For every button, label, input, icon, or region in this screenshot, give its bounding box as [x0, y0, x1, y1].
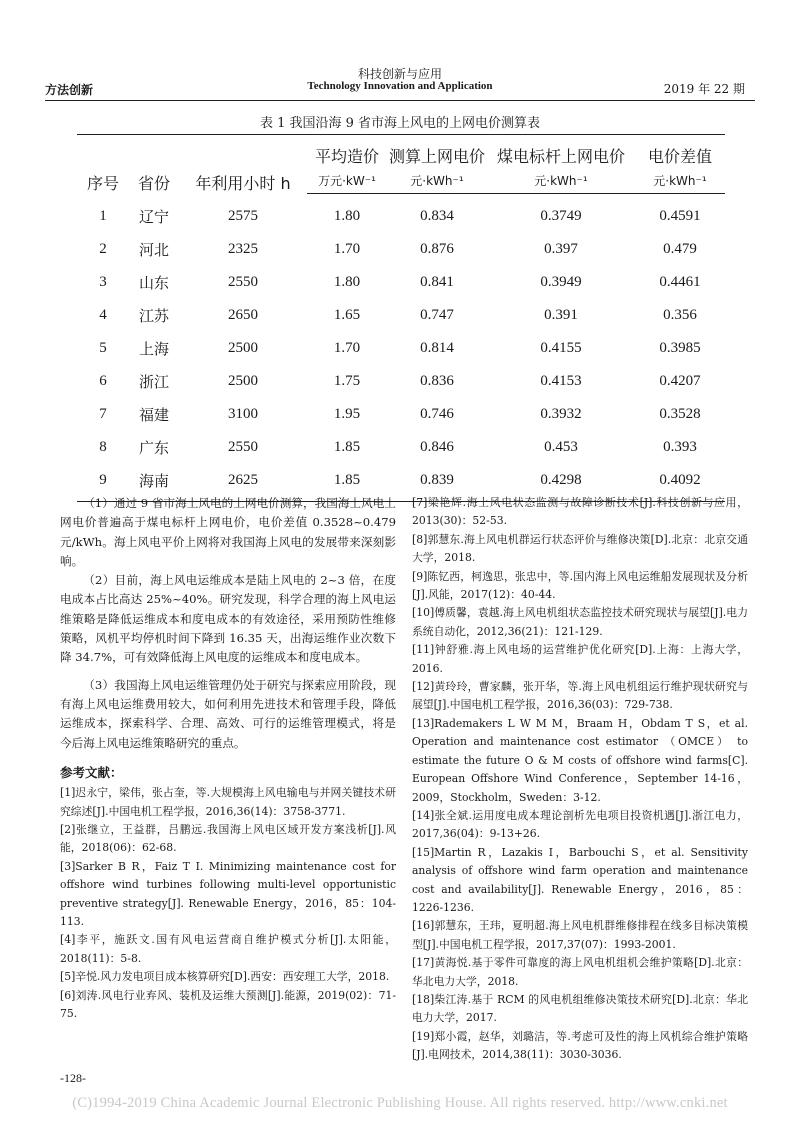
conclusion-2: （2）目前，海上风电运维成本是陆上风电的 2~3 倍，在度电成本占比高达 25%~40%。研究发现，科学合理的海上风电运维策略是降低运维成本和度电成本的有效途径，采用预防性维修策略，风机平均停机时间下降到 16.35 天，出海运维作业次数下降 34.7%，可有效降低海上风电度的运维成本和度电成本。 [60, 573, 396, 665]
table-cell: 1.85 [333, 439, 361, 455]
table-cell: 0.391 [544, 307, 578, 323]
table-cell: 4 [99, 307, 107, 323]
left-column [60, 494, 396, 1023]
table-cell: 0.846 [420, 439, 454, 455]
journal-title-en: Technology Innovation and Application [307, 80, 493, 92]
table-cell: 0.4461 [659, 274, 701, 290]
references-heading: 参考文献： [60, 764, 123, 780]
table-cell: 海南 [129, 464, 179, 502]
reference-item: [19]郑小霞，赵华，刘璐洁，等.考虑可及性的海上风机综合维护策略[J].电网技术，2014,38(11)：3030-3036. [412, 1029, 748, 1062]
table-cell: 1.70 [333, 340, 361, 356]
table-cell: 山东 [138, 274, 169, 292]
col-header-index: 序号 [86, 173, 119, 193]
table-cell: 0.3949 [540, 274, 582, 290]
table-cell: 3 [99, 274, 107, 290]
table-cell: 1.85 [307, 464, 387, 502]
table-cell: 0.3985 [659, 340, 701, 356]
unit-price-diff: 元·kWh⁻¹ [635, 167, 725, 194]
unit-coal-price: 元·kWh⁻¹ [487, 167, 635, 194]
table-cell: 0.479 [663, 241, 697, 257]
table-cell: 0.834 [420, 208, 454, 224]
table-cell: 0.746 [420, 406, 454, 422]
table-cell: 0.841 [420, 274, 454, 290]
table-cell: 2575 [228, 207, 258, 224]
table-cell: 浙江 [138, 373, 169, 391]
table-cell: 上海 [138, 340, 169, 358]
section-label: 方法创新 [45, 83, 94, 97]
conclusion-3: （3）我国海上风电运维管理仍处于研究与探索应用阶段，现有海上风电运维费用较大，如何利用先进技术和管理手段，降低运维成本，探索科学、合理、高效、可行的运维管理模式，将是今后海上风电运维策略研究的重点。 [60, 677, 396, 750]
table-caption: 表 1 我国沿海 9 省市海上风电的上网电价测算表 [259, 116, 541, 131]
table-cell: 1.75 [333, 373, 361, 389]
reference-item: [13]Rademakers L W M M，Braam H，Obdam T S，et al. Operation and maintenance cost estimator （OMCE） to estimate the future O & M costs of offshore wind farms[C]. European Offshore Wind Conference，September 14-16，2009，Stockholm，Sweden：3-12. [412, 716, 748, 804]
table-cell: 0.839 [387, 464, 487, 502]
table-cell: 2500 [228, 373, 258, 389]
table-cell: 0.4092 [635, 464, 725, 502]
table-cell: 0.4153 [540, 373, 582, 389]
issue-label: 2019 年 22 期 [663, 82, 745, 96]
table-row [77, 299, 725, 332]
table-cell: 2650 [228, 307, 258, 323]
table-cell: 0.4155 [540, 340, 582, 356]
table-cell: 0.4591 [659, 208, 701, 224]
col-header-coal-price: 煤电标杆上网电价 [496, 147, 625, 166]
col-header-province: 省份 [137, 173, 170, 193]
copyright-watermark: (C)1994-2019 China Academic Journal Electronic Publishing House. All rights reserved. http://www.cnki.net [72, 1095, 728, 1111]
reference-item: [9]陈钇西，柯逸思，张忠中，等.国内海上风电运维船发展现状及分析[J].风能，2017(12)：40-44. [412, 569, 748, 602]
table-cell: 0.3932 [540, 406, 582, 422]
unit-calc-price: 元·kWh⁻¹ [387, 167, 487, 194]
reference-item: [14]张全斌.运用度电成本理论剖析先电项目投资机遇[J].浙江电力，2017,36(04)：9-13+26. [412, 808, 748, 841]
table-cell: 1.80 [333, 208, 361, 224]
table-cell: 1.65 [333, 307, 361, 323]
table-cell: 0.397 [544, 241, 578, 257]
table-cell: 0.4298 [487, 464, 635, 502]
table-row [77, 431, 725, 464]
table-cell: 8 [99, 439, 107, 455]
table-cell: 0.356 [663, 307, 697, 323]
references-left [60, 784, 396, 1023]
reference-item: [15]Martin R，Lazakis I，Barbouchi S，et al. Sensitivity analysis of offshore wind farm operation and maintenance cost and availability[J]. Renewable Energy，2016，85：1226-1236. [412, 845, 748, 914]
table-cell: 0.876 [420, 241, 454, 257]
table-cell: 1.95 [333, 406, 361, 422]
table-cell: 0.393 [663, 439, 697, 455]
table-cell: 2 [99, 241, 107, 257]
page-number: -128- [60, 1071, 86, 1085]
reference-item: [3]Sarker B R，Faiz T I. Minimizing maintenance cost for offshore wind turbines following multi-level opportunistic preventive strategy[J]. Renewable Energy，2016，85：104-113. [60, 859, 396, 928]
table-cell: 2550 [228, 439, 258, 455]
col-header-calc-price: 测算上网电价 [388, 147, 485, 166]
header-rule [45, 100, 755, 101]
table-cell: 0.3749 [540, 208, 582, 224]
table-cell: 1 [99, 207, 107, 224]
table-cell: 河北 [138, 241, 169, 259]
table-cell: 0.3528 [659, 406, 701, 422]
reference-item: [8]郭慧东.海上风电机群运行状态评价与维修决策[D].北京：北京交通大学，2018. [412, 532, 748, 565]
table-row [77, 233, 725, 266]
table-cell: 福建 [138, 406, 169, 424]
table-cell: 0.453 [544, 439, 578, 455]
col-header-price-diff: 电价差值 [647, 147, 712, 166]
table-cell: 0.836 [420, 373, 454, 389]
col-header-cost: 平均造价 [314, 147, 379, 166]
table-cell: 7 [99, 406, 107, 422]
table-cell: 2500 [228, 340, 258, 356]
reference-item: [6]刘涛.风电行业弃风、装机及运维大预测[J].能源，2019(02)：71-75. [60, 988, 396, 1021]
reference-item: [10]傅质馨，袁越.海上风电机组状态监控技术研究现状与展望[J].电力系统自动化，2012,36(21)：121-129. [412, 606, 748, 638]
reference-item: [5]辛悦.风力发电项目成本核算研究[D].西安：西安理工大学，2018. [60, 970, 390, 984]
reference-item: [2]张继立，王益群，吕鹏远.我国海上风电区域开发方案浅析[J].风能，2018(06)：62-68. [60, 822, 396, 855]
reference-item: [16]郭慧东，王玮，夏明超.海上风电机群维修排程在线多目标决策模型[J].中国电机工程学报，2017,37(07)：1993-2001. [412, 919, 748, 951]
table-cell: 6 [99, 373, 107, 389]
table-row [77, 365, 725, 398]
reference-item: [18]柴江涛.基于 RCM 的风电机组维修决策技术研究[D].北京：华北电力大学，2017. [412, 992, 748, 1025]
reference-item: [1]迟永宁，梁伟，张占奎，等.大规模海上风电输电与并网关键技术研究综述[J].中国电机工程学报，2016,36(14)：3758-3771. [60, 786, 396, 818]
table-cell: 2325 [228, 241, 258, 257]
table-cell: 1.80 [333, 274, 361, 290]
unit-cost: 万元·kW⁻¹ [307, 167, 387, 194]
reference-item: [4]李平，施跃文.国有风电运营商自维护模式分析[J].太阳能，2018(11)：5-8. [60, 933, 396, 965]
reference-item: [12]黄玲玲，曹家麟，张开华，等.海上风电机组运行维护现状研究与展望[J].中国电机工程学报，2016,36(03)：729-738. [412, 680, 748, 712]
table-cell: 0.814 [420, 340, 454, 356]
references-right [412, 494, 748, 1065]
table-cell: 2550 [228, 274, 258, 290]
table-cell: 辽宁 [138, 207, 169, 226]
table-row [77, 194, 725, 234]
table-cell: 5 [99, 340, 107, 356]
table-cell: 江苏 [138, 307, 169, 325]
price-table [77, 134, 725, 502]
reference-item: [7]梁艳辉.海上风电状态监测与故障诊断技术[J].科技创新与应用，2013(30)：52-53. [412, 496, 748, 528]
journal-title-cn: 科技创新与应用 [357, 67, 442, 81]
table-cell: 3100 [228, 406, 258, 422]
conclusion-1: （1）通过 9 省市海上风电的上网电价测算，我国海上风电上网电价普遍高于煤电标杆上网电价，电价差值 0.3528~0.479 元/kWh。海上风电平价上网将对我国海上风电的发展带来深刻影响。 [60, 496, 396, 568]
table-row [77, 332, 725, 365]
table-cell: 0.747 [420, 307, 454, 323]
col-header-hours: 年利用小时 h [195, 173, 291, 193]
table-row [77, 398, 725, 431]
reference-item: [11]钟舒雅.海上风电场的运营维护优化研究[D].上海：上海大学，2016. [412, 643, 748, 675]
table-cell: 1.70 [333, 241, 361, 257]
table-cell: 广东 [138, 439, 169, 457]
reference-item: [17]黄海悦.基于零件可靠度的海上风电机组机会维护策略[D].北京：华北电力大学，2018. [412, 956, 748, 988]
table-cell: 2625 [179, 464, 307, 502]
table-cell: 0.4207 [659, 373, 701, 389]
table-cell: 9 [77, 464, 129, 502]
right-column [412, 494, 748, 1065]
table-row [77, 266, 725, 299]
